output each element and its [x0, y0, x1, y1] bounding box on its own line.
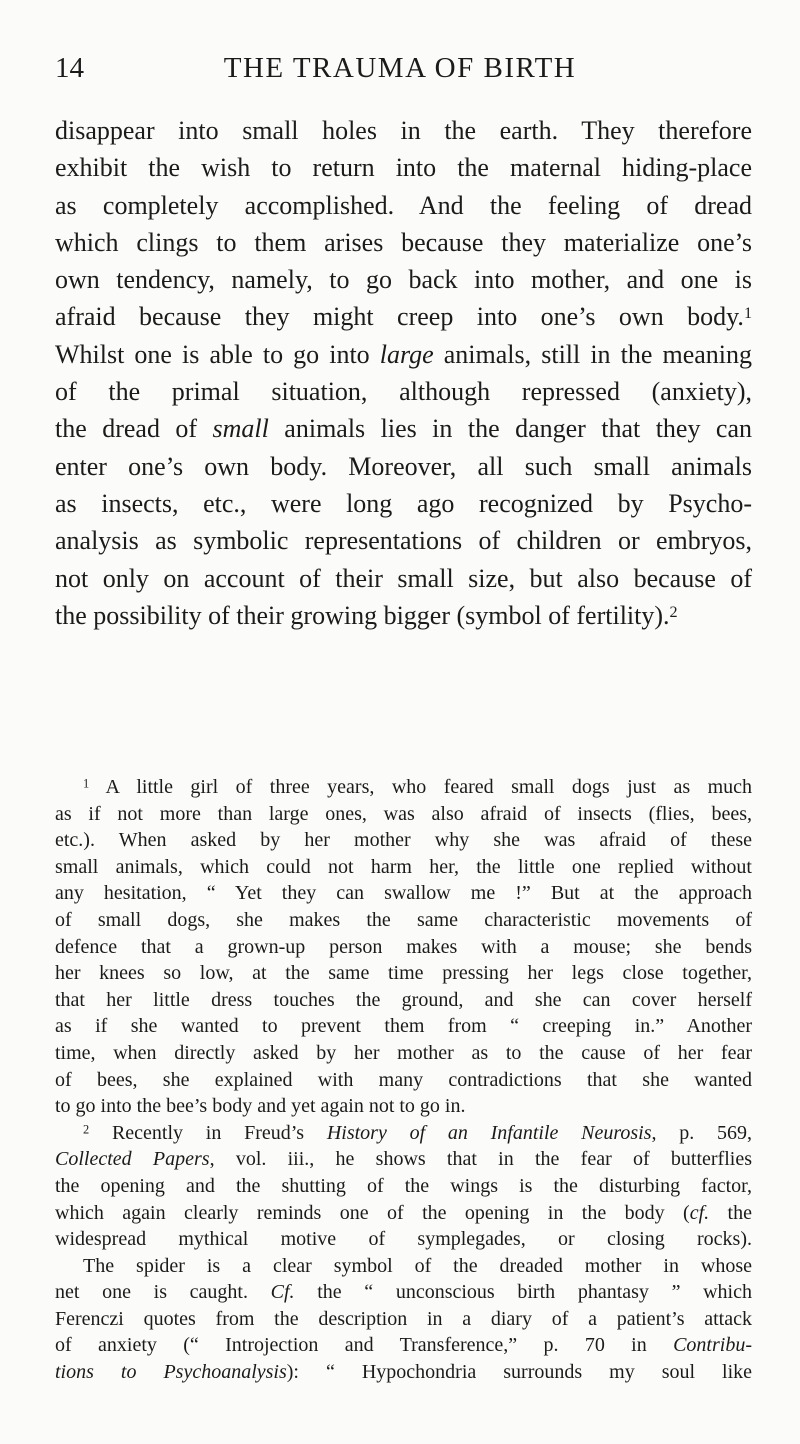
footnote-reference-2: 2: [669, 603, 678, 621]
footnote-text-segment: the: [709, 1201, 752, 1224]
body-text-segment: animals lies in the danger that they can: [268, 414, 752, 444]
body-text-segment: the dread of: [55, 414, 213, 444]
body-line: [55, 597, 752, 634]
body-line: analysis as symbolic representations of children or embryos,: [55, 526, 752, 556]
footnotes: [55, 774, 752, 1386]
body-text-segment: animals, still in the meaning: [433, 339, 752, 369]
footnote-line: [55, 1279, 752, 1306]
body-line: disappear into small holes in the earth. They therefore: [55, 116, 752, 145]
footnote-text-segment: , vol. iii., he shows that in the fear of butterflies: [209, 1148, 752, 1171]
footnote-line: time, when directly asked by her mother as to the cause of her fear: [55, 1041, 752, 1064]
body-text-segment: Whilst one is able to go into: [55, 339, 380, 369]
footnote-text-segment: , p. 569,: [651, 1121, 753, 1144]
body-line: own tendency, namely, to go back into mother, and one is: [55, 265, 752, 295]
body-line: as completely accomplished. And the feeling of dread: [55, 190, 752, 220]
footnote-reference-1: 1: [743, 305, 752, 323]
body-line: [55, 336, 752, 373]
body-line: which clings to them arises because they materialize one’s: [55, 227, 752, 257]
footnote-line: [55, 1332, 752, 1359]
citation-title: Contribu-: [673, 1334, 752, 1357]
footnote-line: small animals, which could not harm her, the little one replied without: [55, 855, 752, 878]
page-number: 14: [55, 52, 84, 84]
body-text-segment: the possibility of their growing bigger (symbol of fertility).: [55, 600, 670, 630]
page-header: [55, 52, 745, 92]
footnote-text-segment: of anxiety (“ Introjection and Transference,” p. 70 in: [55, 1334, 674, 1357]
body-line: as insects, etc., were long ago recognized by Psycho-: [55, 488, 752, 518]
citation-cf: Cf.: [270, 1281, 295, 1304]
footnote-line: etc.). When asked by her mother why she was afraid of these: [55, 829, 752, 852]
footnote-line: [55, 1359, 752, 1386]
footnote-line: widespread mythical motive of symplegades, or closing rocks).: [55, 1228, 752, 1251]
footnote-marker-2: 2: [83, 1122, 90, 1137]
citation-cf: cf.: [689, 1201, 710, 1224]
footnote-line: as if she wanted to prevent them from “ creeping in.” Another: [55, 1015, 752, 1038]
footnote-line: [55, 1146, 752, 1173]
footnote-line: of bees, she explained with many contradictions that she wanted: [55, 1068, 752, 1091]
footnote-text-segment: A little girl of three years, who feared small dogs just as much: [89, 776, 752, 798]
footnote-2: [55, 1120, 752, 1386]
footnote-text-segment: which again clearly reminds one of the opening in the body (: [55, 1201, 690, 1224]
footnote-line: any hesitation, “ Yet they can swallow me !” But at the approach: [55, 882, 752, 905]
body-line: [55, 410, 752, 447]
body-line: enter one’s own body. Moreover, all such small animals: [55, 451, 752, 481]
footnote-line: that her little dress touches the ground, and she can cover herself: [55, 988, 752, 1011]
footnote-line: [55, 774, 752, 801]
emphasis-small: small: [212, 414, 269, 444]
citation-title: History of an Infantile Neurosis: [326, 1121, 652, 1144]
footnote-line: the opening and the shutting of the wings is the disturbing factor,: [55, 1174, 752, 1197]
body-line: [55, 298, 752, 335]
footnote-text-segment: the “ unconscious birth phantasy ” which: [294, 1281, 752, 1304]
footnote-line: of small dogs, she makes the same characteristic movements of: [55, 908, 752, 931]
body-line: of the primal situation, although repressed (anxiety),: [55, 377, 752, 407]
running-head: THE TRAUMA OF BIRTH: [223, 52, 577, 84]
citation-title: tions to Psychoanalysis: [55, 1361, 287, 1384]
footnote-marker-1: 1: [83, 776, 90, 791]
main-paragraph: [55, 112, 752, 634]
footnote-text-segment: ): “ Hypochondria surrounds my soul like: [286, 1361, 753, 1384]
footnote-line: as if not more than large ones, was also afraid of insects (flies, bees,: [55, 802, 752, 825]
footnote-line: to go into the bee’s body and yet again not to go in.: [55, 1095, 466, 1118]
footnote-line: The spider is a clear symbol of the dreaded mother in whose: [83, 1254, 752, 1277]
body-line: not only on account of their small size, but also because of: [55, 563, 752, 593]
footnote-line: [55, 1200, 752, 1227]
footnote-1: [55, 774, 752, 1120]
footnote-line: [55, 1120, 752, 1147]
footnote-line: her knees so low, at the same time pressing her legs close together,: [55, 962, 752, 985]
emphasis-large: large: [379, 339, 434, 369]
footnote-text-segment: net one is caught.: [55, 1281, 271, 1304]
footnote-line: Ferenczi quotes from the description in a diary of a patient’s attack: [55, 1307, 752, 1330]
body-line: exhibit the wish to return into the maternal hiding-place: [55, 153, 752, 183]
footnote-line: defence that a grown-up person makes with a mouse; she bends: [55, 935, 752, 958]
footnote-text-segment: Recently in Freud’s: [89, 1121, 327, 1144]
citation-title: Collected Papers: [55, 1148, 210, 1171]
body-text-segment: afraid because they might creep into one’s own body.: [55, 302, 744, 332]
